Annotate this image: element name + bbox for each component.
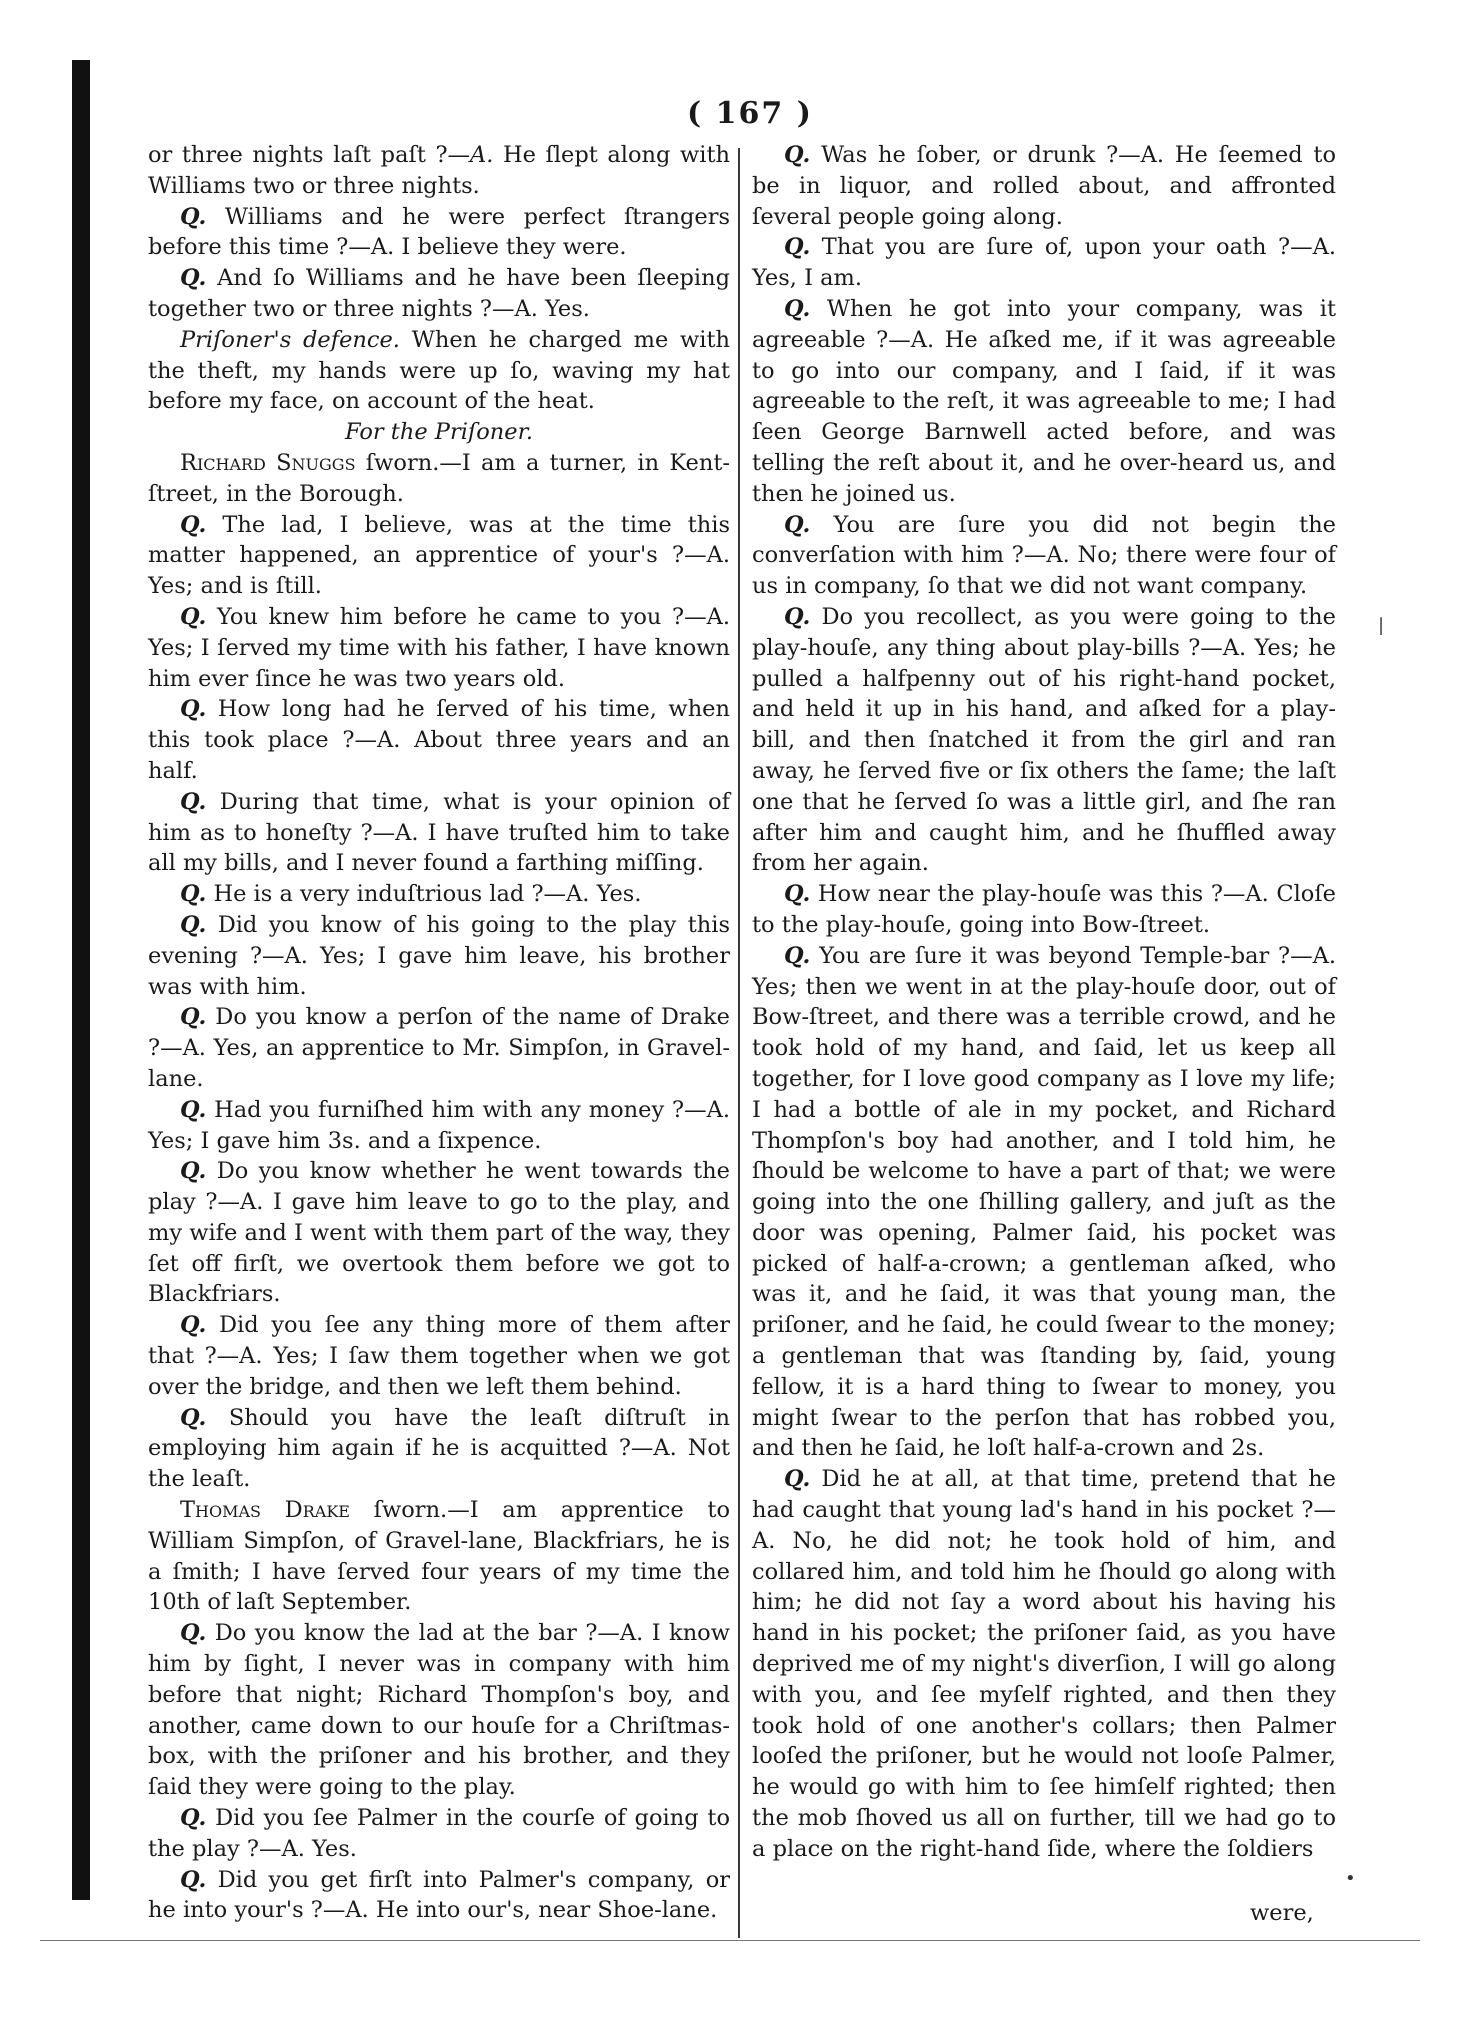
- paragraph: [752, 602, 1336, 879]
- paragraph-text: That you are ſure of, upon your oath ?—A. Yes, I am.: [752, 234, 1336, 292]
- paragraph-text: And ſo Williams and he have been ſleeping together two or three nights ?—A. Yes.: [148, 265, 730, 322]
- paragraph: [148, 787, 730, 879]
- paragraph-text: Had you furniſhed him with any money ?—A. Yes; I gave him 3s. and a ſixpence.: [148, 1096, 730, 1154]
- paragraph: [148, 140, 730, 202]
- question-marker: Q.: [180, 1620, 207, 1647]
- paragraph: [148, 694, 730, 786]
- paragraph: [148, 1002, 730, 1094]
- margin-mark: •: [1345, 1868, 1356, 1889]
- left-column: [148, 140, 730, 1926]
- paragraph-text: Do you know a perſon of the name of Drake ?—A. Yes, an apprentice to Mr. Simpſon, in Gravel-lane.: [148, 1004, 730, 1092]
- paragraph: [148, 879, 730, 910]
- paragraph: [148, 1865, 730, 1927]
- paragraph-text: Did you ſee Palmer in the courſe of going to the play ?—A. Yes.: [148, 1805, 730, 1862]
- page-number: ( 167 ): [687, 96, 813, 131]
- binding-edge: [72, 60, 90, 1900]
- paragraph: [148, 1495, 730, 1618]
- paragraph-text: How near the play-houſe was this ?—A. Cloſe to the play-houſe, going into Bow-ſtreet.: [752, 881, 1336, 938]
- paragraph-text: During that time, what is your opinion of him as to honeſty ?—A. I have truſted him to take all my bills, and I never found a farthing miſſing.: [148, 788, 730, 877]
- paragraph-text: When he charged me with the theft, my hands were up ſo, waving my hat before my face, on account of the heat.: [148, 326, 730, 415]
- question-marker: Q.: [180, 511, 207, 538]
- paragraph-text: He is a very induſtrious lad ?—A. Yes.: [206, 881, 642, 908]
- margin-mark: |: [1378, 615, 1385, 636]
- question-marker: Q.: [784, 881, 811, 908]
- paragraph-text: Do you know the lad at the bar ?—A. I know him by ſight, I never was in company with him before that night; Richard Thompſon's boy, and another, came down to our houſe for a Chriſtmas-box, with the priſoner and his brother, and they ſaid they were going to the play.: [148, 1620, 730, 1801]
- speaker-label: Richard Snuggs: [180, 449, 356, 476]
- paragraph-text: The lad, I believe, was at the time this matter happened, an apprentice of your's ?—A. Yes; and is ſtill.: [148, 511, 730, 600]
- paragraph: [752, 510, 1336, 602]
- paragraph-text: Did you ſee any thing more of them after that ?—A. Yes; I ſaw them together when we got over the bridge, and then we left them behind.: [148, 1312, 730, 1400]
- question-marker: Q.: [180, 265, 207, 292]
- question-marker: Q.: [180, 203, 207, 230]
- paragraph-text: How long had he ſerved of his time, when this took place ?—A. About three years and an half.: [148, 696, 730, 784]
- paragraph: [752, 294, 1336, 510]
- question-marker: Q.: [180, 1004, 207, 1031]
- question-marker: Q.: [784, 511, 811, 538]
- column-divider: [738, 148, 740, 1938]
- paragraph-text: Was he ſober, or drunk ?—A. He ſeemed to be in liquor, and rolled about, and affronted ſeveral people going along.: [752, 142, 1336, 230]
- paragraph-text: You are ſure you did not begin the converſation with him ?—A. No; there were four of us in company, ſo that we did not want company.: [752, 511, 1336, 600]
- paragraph: [752, 879, 1336, 941]
- question-marker: Q.: [784, 295, 811, 322]
- paragraph: [148, 1618, 730, 1803]
- paragraph-lead: or three nights laſt paſt ?—: [148, 142, 471, 168]
- question-marker: Q.: [180, 1312, 207, 1339]
- question-marker: Q.: [784, 234, 811, 261]
- question-marker: Q.: [180, 1866, 207, 1893]
- question-marker: Q.: [180, 1404, 207, 1431]
- paragraph-text: You are ſure it was beyond Temple-bar ?—A. Yes; then we went in at the play-houſe door, out of Bow-ſtreet, and there was a terrible crowd, and he took hold of my hand, and ſaid, let us keep all together, for I love good company as I love my life; I had a bottle of ale in my pocket, and Richard Thompſon's boy had another, and I told him, he ſhould be welcome to have a part of that; we were going into the one ſhilling gallery, and juſt as the door was opening, Palmer ſaid, his pocket was picked of half-a-crown; a gentleman aſked, who was it, and he ſaid, it was that young man, the priſoner, and he ſaid, he could ſwear to the money; a gentleman that was ſtanding by, ſaid, young fellow, it is a hard thing to ſwear to money, you might ſwear to the perſon that has robbed you, and then he ſaid, he loſt half-a-crown and 2s.: [752, 942, 1336, 1462]
- paragraph-text: Did you get firſt into Palmer's company, or he into your's ?—A. He into our's, near Shoe-lane.: [148, 1866, 730, 1924]
- speaker-label: Thomas Drake: [180, 1497, 350, 1524]
- paragraph-text: When he got into your company, was it agreeable ?—A. He aſked me, if it was agreeable to go into our company, and I ſaid, if it was agreeable to the reſt, it was agreeable to me; I had ſeen George Barnwell acted before, and was telling the reſt about it, and he over-heard us, and then he joined us.: [752, 295, 1336, 507]
- question-marker: Q.: [180, 603, 207, 630]
- question-marker: Q.: [180, 1805, 207, 1832]
- paragraph-text: Should you have the leaſt diſtruſt in employing him again if he is acquitted ?—A. Not the leaſt.: [148, 1404, 730, 1493]
- speaker-label: A.: [470, 142, 494, 168]
- paragraph: [148, 1310, 730, 1402]
- paragraph: [148, 263, 730, 325]
- question-marker: Q.: [784, 603, 811, 630]
- paragraph: [752, 1464, 1336, 1864]
- paragraph-text: You knew him before he came to you ?—A. Yes; I ſerved my time with his father, I have known him ever ſince he was two years old.: [148, 603, 730, 692]
- paragraph-text: For the Priſoner.: [344, 419, 534, 446]
- paragraph: [148, 602, 730, 694]
- paragraph-text: Did he at all, at that time, pretend that he had caught that young lad's hand in his pocket ?—A. No, he did not; he took hold of him, and collared him, and told him he ſhould go along with him; he did not ſay a word about his having his hand in his pocket; the priſoner ſaid, as you have deprived me of my night's diverſion, I will go along with you, and ſee myſelf righted, and then they took hold of one another's collars; then Palmer looſed the priſoner, but he would not looſe Palmer, he would go with him to ſee himſelf righted; then the mob ſhoved us all on further, till we had go to a place on the right-hand ſide, where the ſoldiers: [752, 1466, 1336, 1862]
- question-marker: Q.: [180, 1158, 207, 1185]
- scan-artifact-line: [40, 1940, 1420, 1941]
- question-marker: Q.: [180, 696, 207, 723]
- paragraph: [148, 510, 730, 602]
- question-marker: Q.: [180, 881, 207, 908]
- paragraph: [752, 941, 1336, 1465]
- paragraph-text: He ſlept along with Williams two or three nights.: [148, 142, 730, 199]
- paragraph: [752, 140, 1336, 232]
- speaker-label: Priſoner's defence.: [180, 326, 400, 353]
- question-marker: Q.: [180, 911, 207, 938]
- paragraph-text: Do you recollect, as you were going to the play-houſe, any thing about play-bills ?—A. Yes; he pulled a halfpenny out of his right-hand pocket, and held it up in his hand, and aſked for a play-bill, and then ſnatched it from the girl and ran away, he ſerved five or ſix others the ſame; the laſt one that he ſerved ſo was a little girl, and ſhe ran after him and caught him, and he ſhuffled away from her again.: [752, 603, 1336, 877]
- paragraph: [148, 910, 730, 1002]
- paragraph: [148, 1095, 730, 1157]
- right-column: [752, 140, 1336, 1865]
- paragraph: [752, 232, 1336, 294]
- question-marker: Q.: [784, 942, 811, 969]
- paragraph: [148, 417, 730, 448]
- paragraph-text: Do you know whether he went towards the play ?—A. I gave him leave to go to the play, and my wife and I went with them part of the way, they ſet off firſt, we overtook them before we got to Blackfriars.: [148, 1158, 730, 1308]
- paragraph-text: Williams and he were perfect ſtrangers before this time ?—A. I believe they were.: [148, 203, 730, 261]
- paragraph: [148, 1156, 730, 1310]
- question-marker: Q.: [784, 1466, 811, 1493]
- paragraph: [148, 448, 730, 510]
- paragraph-text: ſworn.—I am a turner, in Kent-ſtreet, in the Borough.: [148, 449, 730, 507]
- question-marker: Q.: [180, 788, 207, 815]
- paragraph-text: Did you know of his going to the play this evening ?—A. Yes; I gave him leave, his brother was with him.: [148, 911, 730, 1000]
- paragraph: [148, 1803, 730, 1865]
- paragraph: [148, 325, 730, 417]
- paragraph: [148, 1403, 730, 1495]
- catchword: were,: [1250, 1900, 1314, 1926]
- question-marker: Q.: [784, 142, 811, 168]
- paragraph-text: ſworn.—I am apprentice to William Simpſon, of Gravel-lane, Blackfriars, he is a ſmith; I have ſerved four years of my time the 10th of laſt September.: [148, 1497, 730, 1616]
- paragraph: [148, 202, 730, 264]
- question-marker: Q.: [180, 1096, 207, 1123]
